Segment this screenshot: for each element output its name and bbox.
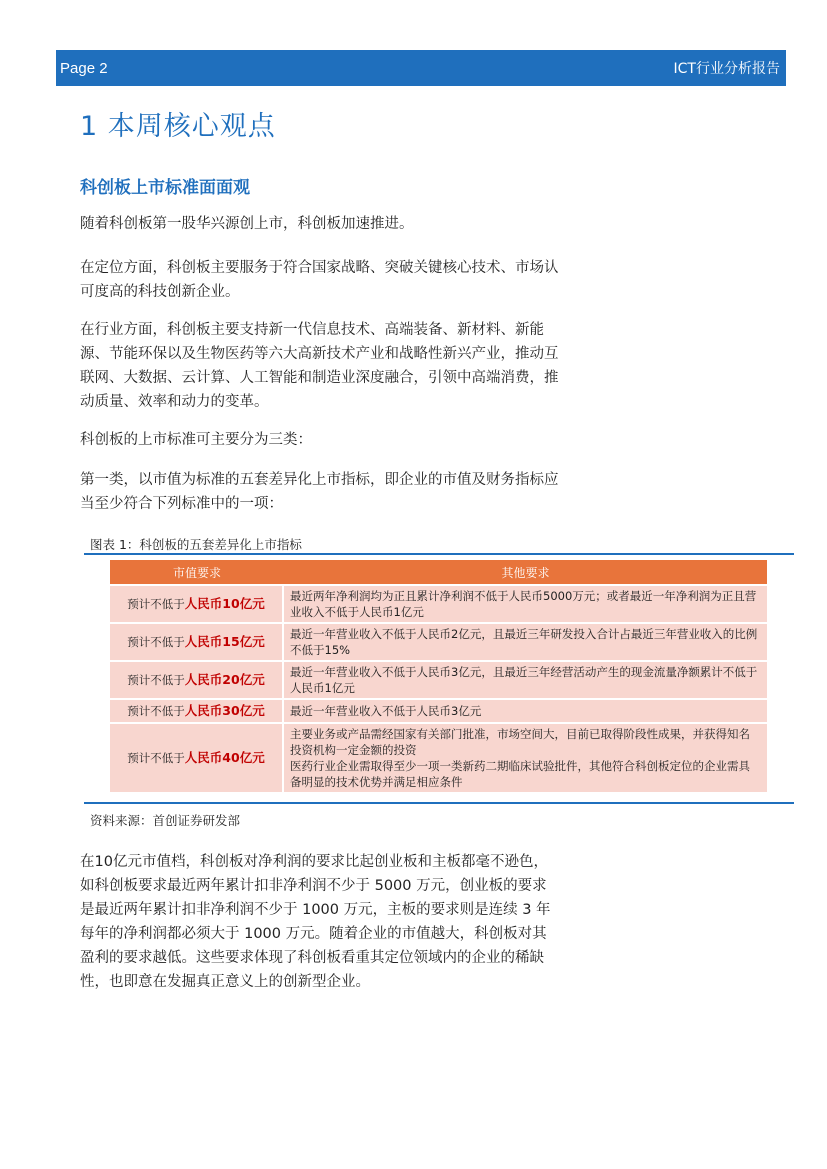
paragraph: 第一类，以市值为标准的五套差异化上市指标，即企业的市值及财务指标应当至少符合下列标准中的一项： [80,472,559,512]
column-header-other-requirements: 其他要求 [284,560,767,584]
paragraph: 科创板的上市标准可主要分为三类： [80,432,312,448]
other-requirement-cell [284,724,767,792]
table-bottom-rule [84,802,794,804]
table-row [110,724,767,792]
listing-standards-table [110,558,767,794]
paragraph: 在定位方面，科创板主要服务于符合国家战略、突破关键核心技术、市场认可度高的科技创新企业。 [80,260,559,300]
source-note: 资料来源：首创证券研发部 [90,813,241,828]
paragraph: 随着科创板第一股华兴源创上市，科创板加速推进。 [80,216,414,232]
market-value-cell: 预计不低于人民币20亿元 [110,662,284,698]
market-value-cell: 预计不低于人民币30亿元 [110,700,284,722]
figure-caption: 图表 1：科创板的五套差异化上市指标 [90,537,302,552]
report-title: ICT行业分析报告 [673,61,780,77]
other-requirement-cell: 最近一年营业收入不低于人民币3亿元，且最近三年经营活动产生的现金流量净额累计不低于人民币1亿元 [284,662,767,698]
closing-paragraph: 在10亿元市值档，科创板对净利润的要求比起创业板和主板都毫不逊色，如科创板要求最近两年累计扣非净利润不少于 5000 万元，创业板的要求是最近两年累计扣非净利润不少于 1000 万元，主板的要求则是连续 3 年每年的净利润都必须大于 1000 万元。随着企业的市值越大，科创板对其盈利的要求越低。这些要求体现了科创板看重其定位领域内的企业的稀缺性，也即意在发掘真正意义上的创新型企业。 [80,854,551,990]
table-top-rule [84,553,794,555]
page-header [56,50,786,86]
table-row [110,624,767,660]
market-value-cell: 预计不低于人民币40亿元 [110,724,284,792]
market-value-cell: 预计不低于人民币10亿元 [110,586,284,622]
section-title: 1 本周核心观点 [80,111,276,142]
table-row [110,700,767,722]
other-requirement-cell: 最近两年净利润均为正且累计净利润不低于人民币5000万元；或者最近一年净利润为正且营业收入不低于人民币1亿元 [284,586,767,622]
column-header-market-value: 市值要求 [110,560,284,584]
requirement-line: 医药行业企业需取得至少一项一类新药二期临床试验批件，其他符合科创板定位的企业需具备明显的技术优势并满足相应条件 [290,759,750,789]
requirement-line: 主要业务或产品需经国家有关部门批准，市场空间大，目前已取得阶段性成果，并获得知名投资机构一定金额的投资 [290,727,750,757]
market-value-cell: 预计不低于人民币15亿元 [110,624,284,660]
other-requirement-cell: 最近一年营业收入不低于人民币3亿元 [284,700,767,722]
paragraph: 在行业方面，科创板主要支持新一代信息技术、高端装备、新材料、新能源、节能环保以及生物医药等六大高新技术产业和战略性新兴产业，推动互联网、大数据、云计算、人工智能和制造业深度融合，引领中高端消费，推动质量、效率和动力的变革。 [80,322,559,410]
table-row [110,586,767,622]
other-requirement-cell: 最近一年营业收入不低于人民币2亿元，且最近三年研发投入合计占最近三年营业收入的比例不低于15% [284,624,767,660]
table-row [110,662,767,698]
subsection-title: 科创板上市标准面面观 [80,178,250,198]
page-number: Page 2 [60,59,108,77]
table-header-row [110,560,767,584]
